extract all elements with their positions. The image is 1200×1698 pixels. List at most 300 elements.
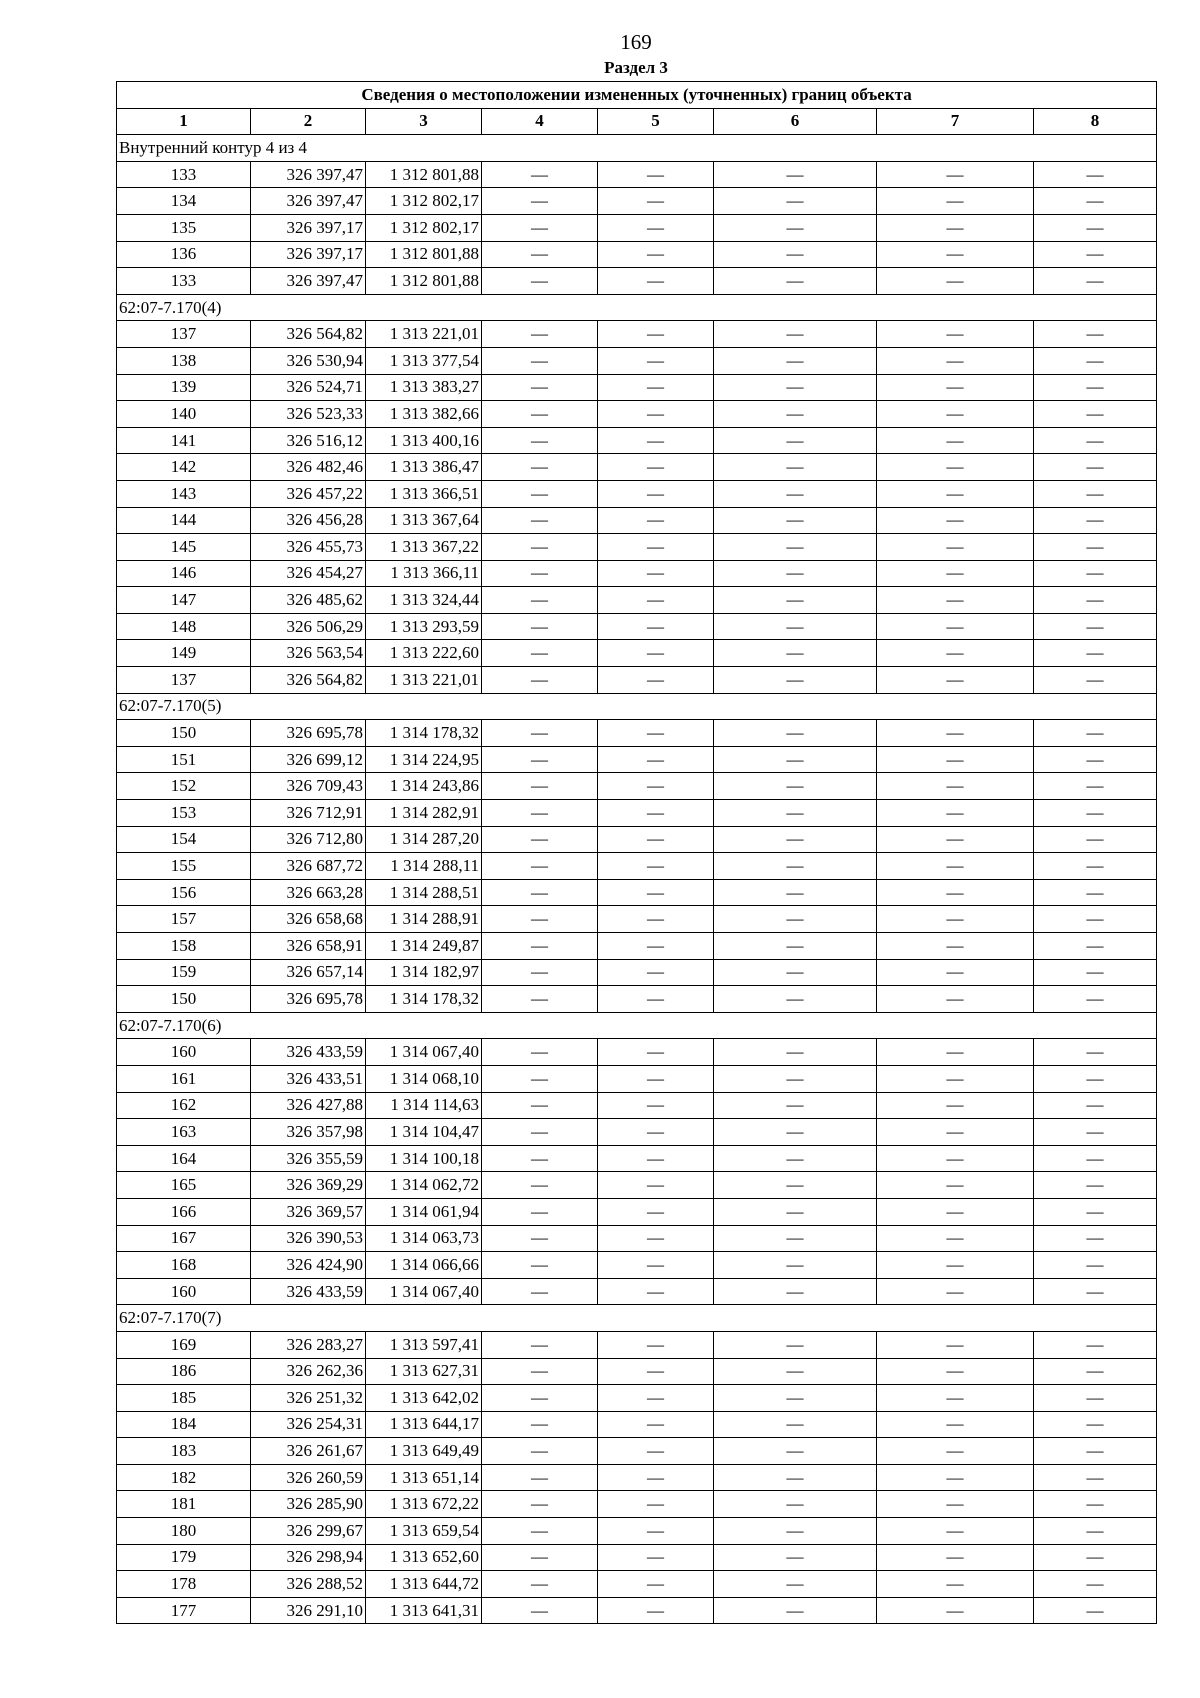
- table-row: [117, 1544, 1157, 1571]
- empty-value-cell: —: [482, 640, 598, 667]
- empty-value-cell: —: [1034, 1331, 1157, 1358]
- empty-value-cell: —: [877, 986, 1034, 1013]
- coordinate-x: 326 482,46: [251, 454, 366, 481]
- table-row: [117, 321, 1157, 348]
- empty-value-cell: —: [482, 879, 598, 906]
- empty-value-cell: —: [714, 1358, 877, 1385]
- empty-value-cell: —: [482, 374, 598, 401]
- empty-value-cell: —: [1034, 1571, 1157, 1598]
- empty-value-cell: —: [714, 214, 877, 241]
- point-number: 144: [117, 507, 251, 534]
- point-number: 137: [117, 667, 251, 694]
- table-row: [117, 800, 1157, 827]
- empty-value-cell: —: [482, 1172, 598, 1199]
- empty-value-cell: —: [598, 667, 714, 694]
- empty-value-cell: —: [598, 1491, 714, 1518]
- coordinate-y: 1 314 249,87: [366, 933, 482, 960]
- empty-value-cell: —: [1034, 401, 1157, 428]
- empty-value-cell: —: [714, 560, 877, 587]
- empty-value-cell: —: [1034, 906, 1157, 933]
- coordinate-y: 1 313 221,01: [366, 321, 482, 348]
- empty-value-cell: —: [714, 1198, 877, 1225]
- empty-value-cell: —: [714, 1225, 877, 1252]
- empty-value-cell: —: [877, 1145, 1034, 1172]
- table-row: [117, 1065, 1157, 1092]
- empty-value-cell: —: [482, 720, 598, 747]
- empty-value-cell: —: [877, 1252, 1034, 1279]
- coordinate-y: 1 314 288,51: [366, 879, 482, 906]
- point-number: 183: [117, 1438, 251, 1465]
- coordinate-x: 326 299,67: [251, 1518, 366, 1545]
- point-number: 169: [117, 1331, 251, 1358]
- section-row: [117, 294, 1157, 321]
- empty-value-cell: —: [1034, 241, 1157, 268]
- table-title: Сведения о местоположении измененных (уточненных) границ объекта: [117, 82, 1157, 109]
- empty-value-cell: —: [598, 746, 714, 773]
- coordinate-y: 1 313 383,27: [366, 374, 482, 401]
- empty-value-cell: —: [877, 1411, 1034, 1438]
- empty-value-cell: —: [598, 959, 714, 986]
- empty-value-cell: —: [598, 853, 714, 880]
- table-row: [117, 720, 1157, 747]
- coordinate-y: 1 313 221,01: [366, 667, 482, 694]
- coordinate-x: 326 663,28: [251, 879, 366, 906]
- point-number: 167: [117, 1225, 251, 1252]
- empty-value-cell: —: [598, 587, 714, 614]
- empty-value-cell: —: [877, 321, 1034, 348]
- coordinate-y: 1 314 288,11: [366, 853, 482, 880]
- empty-value-cell: —: [1034, 427, 1157, 454]
- coordinate-x: 326 433,59: [251, 1039, 366, 1066]
- point-number: 156: [117, 879, 251, 906]
- empty-value-cell: —: [482, 347, 598, 374]
- empty-value-cell: —: [877, 1065, 1034, 1092]
- point-number: 186: [117, 1358, 251, 1385]
- empty-value-cell: —: [714, 1438, 877, 1465]
- point-number: 139: [117, 374, 251, 401]
- empty-value-cell: —: [598, 1065, 714, 1092]
- coordinate-x: 326 390,53: [251, 1225, 366, 1252]
- point-number: 162: [117, 1092, 251, 1119]
- table-row: [117, 454, 1157, 481]
- empty-value-cell: —: [714, 613, 877, 640]
- coordinate-y: 1 313 293,59: [366, 613, 482, 640]
- empty-value-cell: —: [1034, 613, 1157, 640]
- column-header: 6: [714, 108, 877, 135]
- empty-value-cell: —: [482, 959, 598, 986]
- empty-value-cell: —: [1034, 1039, 1157, 1066]
- empty-value-cell: —: [714, 1278, 877, 1305]
- empty-value-cell: —: [714, 507, 877, 534]
- point-number: 185: [117, 1385, 251, 1412]
- empty-value-cell: —: [482, 1198, 598, 1225]
- empty-value-cell: —: [482, 1065, 598, 1092]
- column-header: 5: [598, 108, 714, 135]
- coordinate-x: 326 397,47: [251, 161, 366, 188]
- empty-value-cell: —: [598, 1385, 714, 1412]
- table-row: [117, 1518, 1157, 1545]
- empty-value-cell: —: [482, 161, 598, 188]
- empty-value-cell: —: [598, 1252, 714, 1279]
- empty-value-cell: —: [877, 1331, 1034, 1358]
- empty-value-cell: —: [1034, 268, 1157, 295]
- empty-value-cell: —: [714, 1464, 877, 1491]
- coordinate-x: 326 433,51: [251, 1065, 366, 1092]
- coordinate-x: 326 357,98: [251, 1119, 366, 1146]
- empty-value-cell: —: [482, 1597, 598, 1624]
- point-number: 155: [117, 853, 251, 880]
- table-row: [117, 1172, 1157, 1199]
- empty-value-cell: —: [482, 986, 598, 1013]
- empty-value-cell: —: [1034, 1385, 1157, 1412]
- point-number: 150: [117, 986, 251, 1013]
- empty-value-cell: —: [714, 161, 877, 188]
- table-row: [117, 826, 1157, 853]
- empty-value-cell: —: [714, 959, 877, 986]
- coordinate-x: 326 658,68: [251, 906, 366, 933]
- column-header: 7: [877, 108, 1034, 135]
- coordinate-y: 1 313 377,54: [366, 347, 482, 374]
- empty-value-cell: —: [1034, 374, 1157, 401]
- empty-value-cell: —: [1034, 1544, 1157, 1571]
- point-number: 152: [117, 773, 251, 800]
- empty-value-cell: —: [598, 241, 714, 268]
- empty-value-cell: —: [714, 1039, 877, 1066]
- coordinate-x: 326 397,17: [251, 241, 366, 268]
- empty-value-cell: —: [1034, 746, 1157, 773]
- table-title-row: [117, 82, 1157, 109]
- coordinate-y: 1 314 243,86: [366, 773, 482, 800]
- coordinate-x: 326 658,91: [251, 933, 366, 960]
- table-row: [117, 879, 1157, 906]
- empty-value-cell: —: [714, 853, 877, 880]
- coordinate-y: 1 314 067,40: [366, 1278, 482, 1305]
- point-number: 177: [117, 1597, 251, 1624]
- empty-value-cell: —: [877, 746, 1034, 773]
- empty-value-cell: —: [598, 1571, 714, 1598]
- empty-value-cell: —: [714, 1092, 877, 1119]
- table-row: [117, 1198, 1157, 1225]
- table-row: [117, 241, 1157, 268]
- empty-value-cell: —: [598, 1145, 714, 1172]
- empty-value-cell: —: [714, 427, 877, 454]
- coordinate-y: 1 312 802,17: [366, 188, 482, 215]
- empty-value-cell: —: [714, 188, 877, 215]
- empty-value-cell: —: [714, 826, 877, 853]
- empty-value-cell: —: [877, 906, 1034, 933]
- empty-value-cell: —: [877, 347, 1034, 374]
- table-row: [117, 959, 1157, 986]
- column-header: 8: [1034, 108, 1157, 135]
- empty-value-cell: —: [877, 587, 1034, 614]
- coordinate-x: 326 355,59: [251, 1145, 366, 1172]
- empty-value-cell: —: [877, 507, 1034, 534]
- table-row: [117, 1252, 1157, 1279]
- empty-value-cell: —: [598, 1198, 714, 1225]
- empty-value-cell: —: [877, 560, 1034, 587]
- empty-value-cell: —: [714, 1119, 877, 1146]
- empty-value-cell: —: [598, 1092, 714, 1119]
- point-number: 178: [117, 1571, 251, 1598]
- empty-value-cell: —: [1034, 1172, 1157, 1199]
- coordinate-x: 326 564,82: [251, 321, 366, 348]
- coordinate-x: 326 369,57: [251, 1198, 366, 1225]
- empty-value-cell: —: [482, 1145, 598, 1172]
- empty-value-cell: —: [714, 1172, 877, 1199]
- empty-value-cell: —: [1034, 1225, 1157, 1252]
- empty-value-cell: —: [877, 1119, 1034, 1146]
- empty-value-cell: —: [1034, 214, 1157, 241]
- point-number: 179: [117, 1544, 251, 1571]
- empty-value-cell: —: [1034, 1438, 1157, 1465]
- coordinate-x: 326 369,29: [251, 1172, 366, 1199]
- column-header: 2: [251, 108, 366, 135]
- empty-value-cell: —: [482, 1385, 598, 1412]
- empty-value-cell: —: [598, 534, 714, 561]
- empty-value-cell: —: [598, 214, 714, 241]
- empty-value-cell: —: [598, 1438, 714, 1465]
- point-number: 148: [117, 613, 251, 640]
- point-number: 166: [117, 1198, 251, 1225]
- empty-value-cell: —: [482, 560, 598, 587]
- empty-value-cell: —: [714, 1544, 877, 1571]
- coordinate-x: 326 288,52: [251, 1571, 366, 1598]
- point-number: 161: [117, 1065, 251, 1092]
- empty-value-cell: —: [877, 800, 1034, 827]
- empty-value-cell: —: [598, 268, 714, 295]
- empty-value-cell: —: [714, 374, 877, 401]
- empty-value-cell: —: [598, 321, 714, 348]
- coordinate-y: 1 313 642,02: [366, 1385, 482, 1412]
- empty-value-cell: —: [1034, 933, 1157, 960]
- empty-value-cell: —: [598, 374, 714, 401]
- empty-value-cell: —: [877, 1225, 1034, 1252]
- empty-value-cell: —: [598, 826, 714, 853]
- empty-value-cell: —: [877, 534, 1034, 561]
- empty-value-cell: —: [482, 321, 598, 348]
- empty-value-cell: —: [877, 1385, 1034, 1412]
- coordinate-y: 1 313 597,41: [366, 1331, 482, 1358]
- empty-value-cell: —: [1034, 454, 1157, 481]
- point-number: 143: [117, 480, 251, 507]
- empty-value-cell: —: [714, 241, 877, 268]
- table-row: [117, 1331, 1157, 1358]
- empty-value-cell: —: [714, 347, 877, 374]
- table-row: [117, 853, 1157, 880]
- empty-value-cell: —: [714, 667, 877, 694]
- coordinate-x: 326 516,12: [251, 427, 366, 454]
- point-number: 184: [117, 1411, 251, 1438]
- empty-value-cell: —: [1034, 587, 1157, 614]
- coordinate-y: 1 314 287,20: [366, 826, 482, 853]
- point-number: 160: [117, 1278, 251, 1305]
- empty-value-cell: —: [714, 401, 877, 428]
- contour-label: Внутренний контур 4 из 4: [117, 135, 1157, 162]
- coordinate-y: 1 314 178,32: [366, 986, 482, 1013]
- empty-value-cell: —: [877, 879, 1034, 906]
- coordinate-y: 1 312 801,88: [366, 241, 482, 268]
- table-row: [117, 1411, 1157, 1438]
- coordinate-y: 1 314 062,72: [366, 1172, 482, 1199]
- table-body: [117, 82, 1157, 1624]
- empty-value-cell: —: [482, 1252, 598, 1279]
- empty-value-cell: —: [877, 1464, 1034, 1491]
- point-number: 134: [117, 188, 251, 215]
- table-row: [117, 1278, 1157, 1305]
- empty-value-cell: —: [877, 214, 1034, 241]
- coordinate-x: 326 397,47: [251, 268, 366, 295]
- empty-value-cell: —: [1034, 640, 1157, 667]
- coordinate-y: 1 313 644,72: [366, 1571, 482, 1598]
- empty-value-cell: —: [877, 1198, 1034, 1225]
- coordinate-y: 1 313 324,44: [366, 587, 482, 614]
- empty-value-cell: —: [1034, 853, 1157, 880]
- empty-value-cell: —: [1034, 667, 1157, 694]
- empty-value-cell: —: [598, 1358, 714, 1385]
- empty-value-cell: —: [482, 507, 598, 534]
- empty-value-cell: —: [1034, 1119, 1157, 1146]
- coordinate-y: 1 314 067,40: [366, 1039, 482, 1066]
- coordinate-x: 326 699,12: [251, 746, 366, 773]
- coordinate-y: 1 313 400,16: [366, 427, 482, 454]
- empty-value-cell: —: [877, 1438, 1034, 1465]
- empty-value-cell: —: [482, 480, 598, 507]
- section-row: [117, 1012, 1157, 1039]
- empty-value-cell: —: [877, 161, 1034, 188]
- table-row: [117, 1145, 1157, 1172]
- coordinate-y: 1 312 801,88: [366, 161, 482, 188]
- empty-value-cell: —: [482, 613, 598, 640]
- point-number: 137: [117, 321, 251, 348]
- empty-value-cell: —: [877, 1571, 1034, 1598]
- empty-value-cell: —: [482, 454, 598, 481]
- column-header: 3: [366, 108, 482, 135]
- empty-value-cell: —: [482, 933, 598, 960]
- coordinate-x: 326 695,78: [251, 720, 366, 747]
- empty-value-cell: —: [482, 906, 598, 933]
- coordinate-x: 326 530,94: [251, 347, 366, 374]
- point-number: 151: [117, 746, 251, 773]
- empty-value-cell: —: [482, 1331, 598, 1358]
- table-row: [117, 214, 1157, 241]
- table-row: [117, 507, 1157, 534]
- point-number: 154: [117, 826, 251, 853]
- empty-value-cell: —: [714, 1145, 877, 1172]
- coordinate-y: 1 314 114,63: [366, 1092, 482, 1119]
- empty-value-cell: —: [714, 746, 877, 773]
- empty-value-cell: —: [1034, 560, 1157, 587]
- point-number: 181: [117, 1491, 251, 1518]
- coordinate-y: 1 313 672,22: [366, 1491, 482, 1518]
- coordinate-y: 1 314 066,66: [366, 1252, 482, 1279]
- empty-value-cell: —: [1034, 480, 1157, 507]
- empty-value-cell: —: [877, 188, 1034, 215]
- coordinate-y: 1 314 100,18: [366, 1145, 482, 1172]
- point-number: 133: [117, 161, 251, 188]
- empty-value-cell: —: [714, 773, 877, 800]
- empty-value-cell: —: [598, 773, 714, 800]
- table-row: [117, 347, 1157, 374]
- table-row: [117, 1039, 1157, 1066]
- coordinate-x: 326 283,27: [251, 1331, 366, 1358]
- empty-value-cell: —: [482, 1518, 598, 1545]
- column-header: 4: [482, 108, 598, 135]
- empty-value-cell: —: [598, 933, 714, 960]
- table-row: [117, 534, 1157, 561]
- coordinate-x: 326 485,62: [251, 587, 366, 614]
- table-row: [117, 667, 1157, 694]
- coordinate-y: 1 314 288,91: [366, 906, 482, 933]
- empty-value-cell: —: [482, 188, 598, 215]
- coordinate-x: 326 712,91: [251, 800, 366, 827]
- point-number: 158: [117, 933, 251, 960]
- section-row: [117, 1305, 1157, 1332]
- coordinate-x: 326 695,78: [251, 986, 366, 1013]
- coordinate-y: 1 314 104,47: [366, 1119, 482, 1146]
- empty-value-cell: —: [598, 906, 714, 933]
- empty-value-cell: —: [482, 800, 598, 827]
- point-number: 146: [117, 560, 251, 587]
- coordinate-y: 1 313 367,64: [366, 507, 482, 534]
- coordinate-x: 326 397,17: [251, 214, 366, 241]
- point-number: 141: [117, 427, 251, 454]
- table-row: [117, 1119, 1157, 1146]
- column-header: 1: [117, 108, 251, 135]
- empty-value-cell: —: [714, 1571, 877, 1598]
- table-row: [117, 1092, 1157, 1119]
- point-number: 164: [117, 1145, 251, 1172]
- empty-value-cell: —: [714, 906, 877, 933]
- empty-value-cell: —: [1034, 1597, 1157, 1624]
- empty-value-cell: —: [1034, 161, 1157, 188]
- coordinate-x: 326 298,94: [251, 1544, 366, 1571]
- table-row: [117, 613, 1157, 640]
- empty-value-cell: —: [598, 1278, 714, 1305]
- empty-value-cell: —: [714, 1331, 877, 1358]
- table-row: [117, 906, 1157, 933]
- table-row: [117, 480, 1157, 507]
- empty-value-cell: —: [877, 826, 1034, 853]
- empty-value-cell: —: [598, 1597, 714, 1624]
- empty-value-cell: —: [598, 1411, 714, 1438]
- table-row: [117, 1491, 1157, 1518]
- empty-value-cell: —: [1034, 879, 1157, 906]
- empty-value-cell: —: [482, 1438, 598, 1465]
- empty-value-cell: —: [1034, 773, 1157, 800]
- empty-value-cell: —: [598, 454, 714, 481]
- coordinate-y: 1 314 063,73: [366, 1225, 482, 1252]
- coordinate-x: 326 457,22: [251, 480, 366, 507]
- coordinate-x: 326 523,33: [251, 401, 366, 428]
- table-row: [117, 1438, 1157, 1465]
- empty-value-cell: —: [482, 1571, 598, 1598]
- empty-value-cell: —: [877, 667, 1034, 694]
- empty-value-cell: —: [482, 534, 598, 561]
- coordinate-x: 326 506,29: [251, 613, 366, 640]
- contour-label: 62:07-7.170(4): [117, 294, 1157, 321]
- contour-label: 62:07-7.170(7): [117, 1305, 1157, 1332]
- table-row: [117, 1385, 1157, 1412]
- empty-value-cell: —: [877, 720, 1034, 747]
- coordinate-y: 1 313 222,60: [366, 640, 482, 667]
- empty-value-cell: —: [714, 321, 877, 348]
- empty-value-cell: —: [877, 427, 1034, 454]
- point-number: 142: [117, 454, 251, 481]
- empty-value-cell: —: [598, 1172, 714, 1199]
- coordinate-y: 1 313 386,47: [366, 454, 482, 481]
- coordinate-x: 326 285,90: [251, 1491, 366, 1518]
- empty-value-cell: —: [598, 507, 714, 534]
